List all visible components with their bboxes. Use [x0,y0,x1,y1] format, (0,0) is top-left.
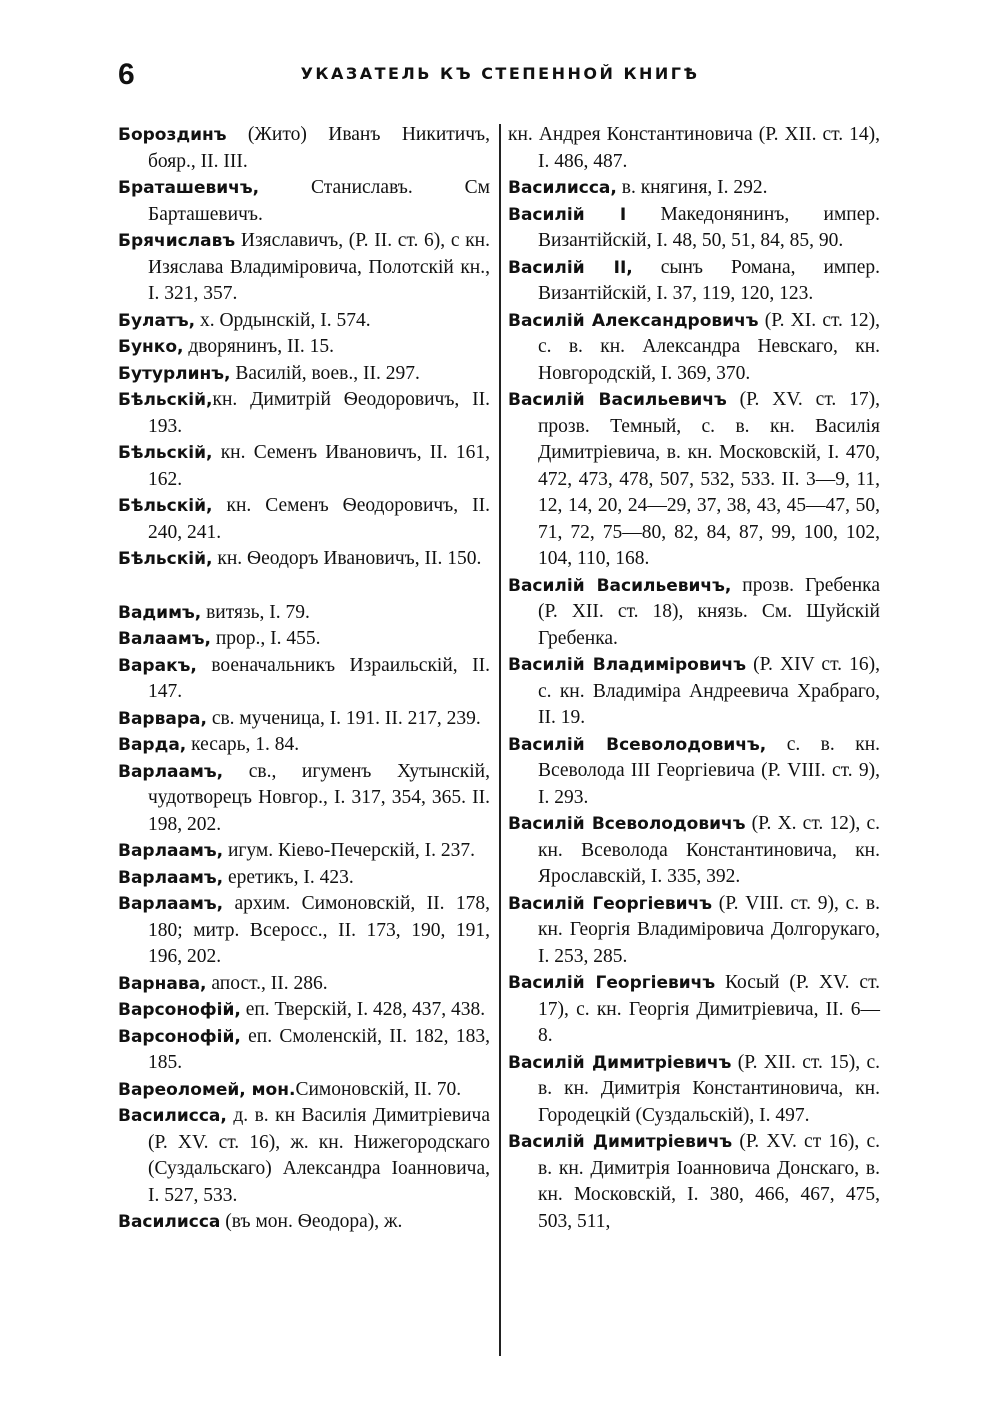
index-entry [508,1129,880,1235]
entry-headword: Вадимъ, [118,602,202,623]
entry-text: витязь, I. 79. [201,601,310,623]
index-entry [118,838,490,865]
left-column [118,122,490,1236]
index-entry [118,334,490,361]
entry-headword: Василисса [118,1212,221,1232]
entry-text: Изяславичъ, (Р. II. ст. 6), с кн. Изяслава Владиміровича, Полотскій кн., I. 321, 357. [148,230,490,304]
entry-headword: Василій I [508,204,627,225]
entry-headword: Бунко, [118,337,184,357]
entry-headword: Варда, [118,735,187,755]
index-entry [508,175,880,202]
entry-headword: Василій Васильевичъ, [508,575,732,596]
entry-headword: Бутурлинъ, [118,363,231,384]
entry-headword: Варсонофій, [118,1000,241,1020]
entry-headword: Василій II, [508,257,633,278]
entry-text: в. княгиня, I. 292. [616,177,768,198]
entry-text: игум. Кіево-Печерскій, I. 237. [223,840,475,861]
entry-text: (Р. VIII. ст. 9), с. в. кн. Георгія Владиміровича Долгорукаго, I. 253, 285. [538,892,880,967]
index-entry [508,387,880,573]
index-entry [118,732,490,759]
entry-headword: Бѣльскій, [118,496,213,516]
entry-headword: Василій Димитріевичъ [508,1132,733,1152]
index-entry [118,361,490,388]
entry-headword: Варлаамъ, [118,841,224,861]
entry-headword: Бороздинъ [118,125,227,145]
index-entry [118,228,490,308]
entry-headword: Варакъ, [118,655,197,676]
index-entry [508,573,880,653]
index-entry [118,706,490,733]
column-divider [499,124,501,1356]
entry-text: военачальникъ Израильскій, II. 147. [148,654,490,702]
index-entry [508,308,880,388]
entry-headword: Вареоломей, мон. [118,1079,296,1100]
index-entry [118,387,490,440]
index-entry [118,1024,490,1077]
index-entry [118,1209,490,1236]
index-entry [508,122,880,175]
index-entry [118,440,490,493]
entry-headword: Варлаамъ, [118,894,224,914]
entry-headword: Василій Александровичъ [508,310,759,331]
index-entry [508,255,880,308]
entry-text: кесарь, 1. 84. [186,734,300,755]
entry-text: еретикъ, I. 423. [223,866,354,888]
index-entry [508,202,880,255]
index-entry [118,653,490,706]
entry-headword: Василисса, [118,1106,227,1126]
entry-text: кн. Ѳеодоръ Ивановичъ, II. 150. [212,548,482,569]
index-entry [508,652,880,732]
index-entry [118,1077,490,1104]
entry-text: Василій, воев., II. 297. [230,362,420,384]
index-entry [118,175,490,228]
entry-text: прор., I. 455. [210,628,321,649]
index-entry [118,626,490,653]
entry-headword: Варлаамъ, [118,761,224,782]
entry-text: кн. Семенъ Ѳеодоровичъ, II. 240, 241. [148,495,490,543]
entry-text: (Р. X. ст. 12), с. кн. Всеволода Константиновича, кн. Ярославскій, I. 335, 392. [538,813,880,887]
entry-headword: Василій Васильевичъ [508,390,727,410]
entry-headword: Василій Всеволодовичъ [508,814,746,834]
entry-text: Симоновскій, II. 70. [295,1078,462,1100]
entry-text: (въ мон. Ѳеодора), ж. [220,1211,403,1232]
entry-headword: Василій Георгіевичъ [508,973,716,993]
entry-headword: Бѣльскій, [118,390,213,410]
entry-headword: Бѣльскій, [118,443,213,463]
entry-headword: Варнава, [118,973,207,994]
entry-text: (Р. XI. ст. 12), с. в. кн. Александра Невскаго, кн. Новгородскій, I. 369, 370. [538,309,880,384]
entry-text: прозв. Гребенка (Р. XII. ст. 18), князь. См. Шуйскій Гребенка. [538,574,880,649]
entry-headword: Брячиславъ [118,231,236,251]
entry-text: св. мученица, I. 191. II. 217, 239. [206,707,481,729]
entry-text: Косый (Р. XV. ст. 17), с. кн. Георгія Димитріевича, II. 6—8. [538,972,880,1046]
section-gap [118,573,490,600]
entry-headword: Браташевичъ, [118,178,260,198]
entry-text: апост., II. 286. [206,972,328,994]
index-entry [118,600,490,627]
entry-headword: Василій Димитріевичъ [508,1052,732,1073]
entry-text: кн. Андрея Константиновича (Р. XII. ст. 14), I. 486, 487. [508,124,880,172]
entry-headword: Варсонофій, [118,1026,241,1047]
index-entry [118,997,490,1024]
entry-text: х. Ордынскій, I. 574. [195,309,371,331]
index-entry [508,1050,880,1130]
index-entry [118,1103,490,1209]
entry-headword: Василій Владиміровичъ [508,655,746,675]
entry-headword: Василисса, [508,178,617,198]
entry-text: Станиславъ. См Барташевичъ. [148,177,490,225]
entry-headword: Варвара, [118,708,207,729]
index-entry [508,811,880,891]
entry-headword: Василій Всеволодовичъ, [508,734,767,755]
index-entry [118,122,490,175]
index-entry [118,891,490,971]
entry-text: кн. Семенъ Ивановичъ, II. 161, 162. [148,442,490,490]
index-entry [508,970,880,1050]
entry-text: д. в. кн Василія Димитріевича (Р. XV. ст. 16), ж. кн. Нижегородскаго (Суздальскаго) Александра Іоанновича, I. 527, 533. [148,1105,490,1206]
entry-text: Македонянинъ, импер. Византійскій, I. 48, 50, 51, 84, 85, 90. [538,203,880,251]
index-entry [118,865,490,892]
index-entry [118,308,490,335]
index-entry [508,732,880,812]
index-entry [508,891,880,971]
entry-headword: Валаамъ, [118,629,211,649]
entry-text: архим. Симоновскій, II. 178, 180; митр. Всеросс., II. 173, 190, 191, 196, 202. [148,893,490,967]
index-entry [118,759,490,839]
entry-text: св., игуменъ Хутынскій, чудотворецъ Новгор., I. 317, 354, 365. II. 198, 202. [148,760,490,835]
entry-text: (Р. XV. ст 16), с. в. кн. Димитрія Іоанновича Донскаго, в. кн. Московскій, I. 380, 466, 467, 475, 503, 511, [538,1131,880,1232]
entry-headword: Василій Георгіевичъ [508,893,712,914]
entry-text: (Р. XIV ст. 16), с. кн. Владиміра Андреевича Храбраго, II. 19. [538,654,880,728]
entry-headword: Варлаамъ, [118,867,224,888]
right-column [508,122,880,1235]
index-entry [118,546,490,573]
index-entry [118,971,490,998]
entry-text: (Жито) Иванъ Никитичъ, бояр., II. III. [148,124,490,172]
entry-text: (Р. XV. ст. 17), прозв. Темный, с. в. кн. Василія Димитріевича, в. кн. Московскій, I. 470, 472, 473, 478, 507, 532, 533. II. 3—9, 11, 12, 14, 20, 24—29, 37, 38, 43, 45—47, 50, 71, 72, 75—80, 82, 84, 87, 99, 100, 102, 104, 110, 168. [538,389,880,569]
entry-text: еп. Смоленскій, II. 182, 183, 185. [148,1025,490,1073]
entry-text: (Р. XII. ст. 15), с. в. кн. Димитрія Константиновича, кн. Городецкій (Суздальскій), I. 497. [538,1051,880,1126]
running-title: УКАЗАТЕЛЬ КЪ СТЕПЕННОЙ КНИГѢ [300,64,700,83]
entry-text: с. в. кн. Всеволода III Георгіевича (Р. VIII. ст. 9), I. 293. [538,733,881,808]
entry-headword: Булатъ, [118,310,196,331]
entry-headword: Бѣльскій, [118,549,213,569]
page-header [0,58,1000,98]
entry-text: сынъ Романа, импер. Византійскій, I. 37, 119, 120, 123. [538,256,880,304]
entry-text: кн. Димитрій Ѳеодоровичъ, II. 193. [148,389,490,437]
entry-text: дворянинъ, II. 15. [183,336,335,357]
entry-text: еп. Тверскій, I. 428, 437, 438. [240,999,486,1020]
page-number: 6 [118,58,135,91]
index-entry [118,493,490,546]
